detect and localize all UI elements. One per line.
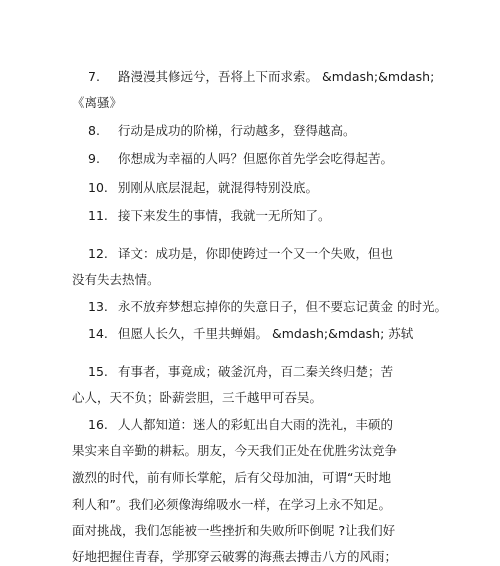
item-number: 11.	[88, 208, 108, 223]
item-text: 心人，天不负；卧薪尝胆，三千越甲可吞吴。	[72, 390, 323, 405]
item-text: 好地把握住青春，学那穿云破雾的海燕去搏击八方的风雨；	[72, 549, 398, 564]
list-item-10	[88, 180, 318, 196]
list-item-16	[88, 417, 393, 433]
list-item-continuation	[72, 549, 397, 565]
list-item-15	[88, 364, 393, 380]
item-text: 人人都知道：迷人的彩虹出自大雨的洗礼，丰硕的	[118, 417, 394, 432]
list-item-continuation	[72, 443, 397, 459]
item-text: 行动是成功的阶梯，行动越多，登得越高。	[118, 123, 356, 138]
item-number: 8.	[88, 123, 100, 138]
list-item-continuation	[72, 497, 391, 513]
item-text: 激烈的时代，前有师长掌舵，后有父母加油，可谓“天时地	[72, 470, 391, 485]
item-number: 10.	[88, 180, 108, 195]
item-number: 12.	[88, 246, 108, 261]
item-number: 7.	[88, 69, 100, 84]
item-text: 你想成为幸福的人吗？但愿你首先学会吃得起苦。	[118, 151, 394, 166]
item-number: 9.	[88, 151, 100, 166]
item-text: 有事者，事竟成；破釜沉舟，百二秦关终归楚；苦	[118, 364, 394, 379]
item-text: 《离骚》	[72, 95, 123, 110]
list-item-7	[88, 69, 434, 85]
list-item-continuation	[72, 470, 391, 486]
list-item-11	[88, 208, 331, 224]
item-text: 接下来发生的事情，我就一无所知了。	[118, 208, 331, 223]
item-text: 译文：成功是，你即使跨过一个又一个失败，但也	[118, 246, 394, 261]
item-text: 别刚从底层混起，就混得特别没底。	[118, 180, 319, 195]
list-item-12	[88, 246, 393, 262]
list-item-14	[88, 326, 413, 342]
item-text: 没有失去热情。	[72, 272, 160, 287]
item-number: 15.	[88, 364, 108, 379]
item-number: 16.	[88, 417, 108, 432]
item-number: 13.	[88, 299, 108, 314]
list-item-8	[88, 123, 356, 139]
item-text: 路漫漫其修远兮，吾将上下而求索。 &mdash;&mdash;	[118, 69, 435, 84]
item-text: 利人和”。我们必须像海绵吸水一样，在学习上永不知足。	[72, 497, 391, 512]
list-item-9	[88, 151, 393, 167]
item-number: 14.	[88, 326, 108, 341]
item-text: 果实来自辛勤的耕耘。朋友，今天我们正处在优胜劣汰竞争	[72, 443, 398, 458]
list-item-continuation	[72, 390, 322, 406]
item-text: 面对挑战，我们怎能被一些挫折和失败所吓倒呢 ?让我们好	[72, 523, 396, 538]
item-text: 但愿人长久，千里共蝉娟。 &mdash;&mdash; 苏轼	[118, 326, 414, 341]
item-text: 永不放弃梦想忘掉你的失意日子，但不要忘记黄金 的时光。	[118, 299, 447, 314]
list-item-13	[88, 299, 447, 315]
list-item-continuation	[72, 523, 395, 539]
list-item-continuation	[72, 95, 122, 111]
list-item-continuation	[72, 272, 160, 288]
